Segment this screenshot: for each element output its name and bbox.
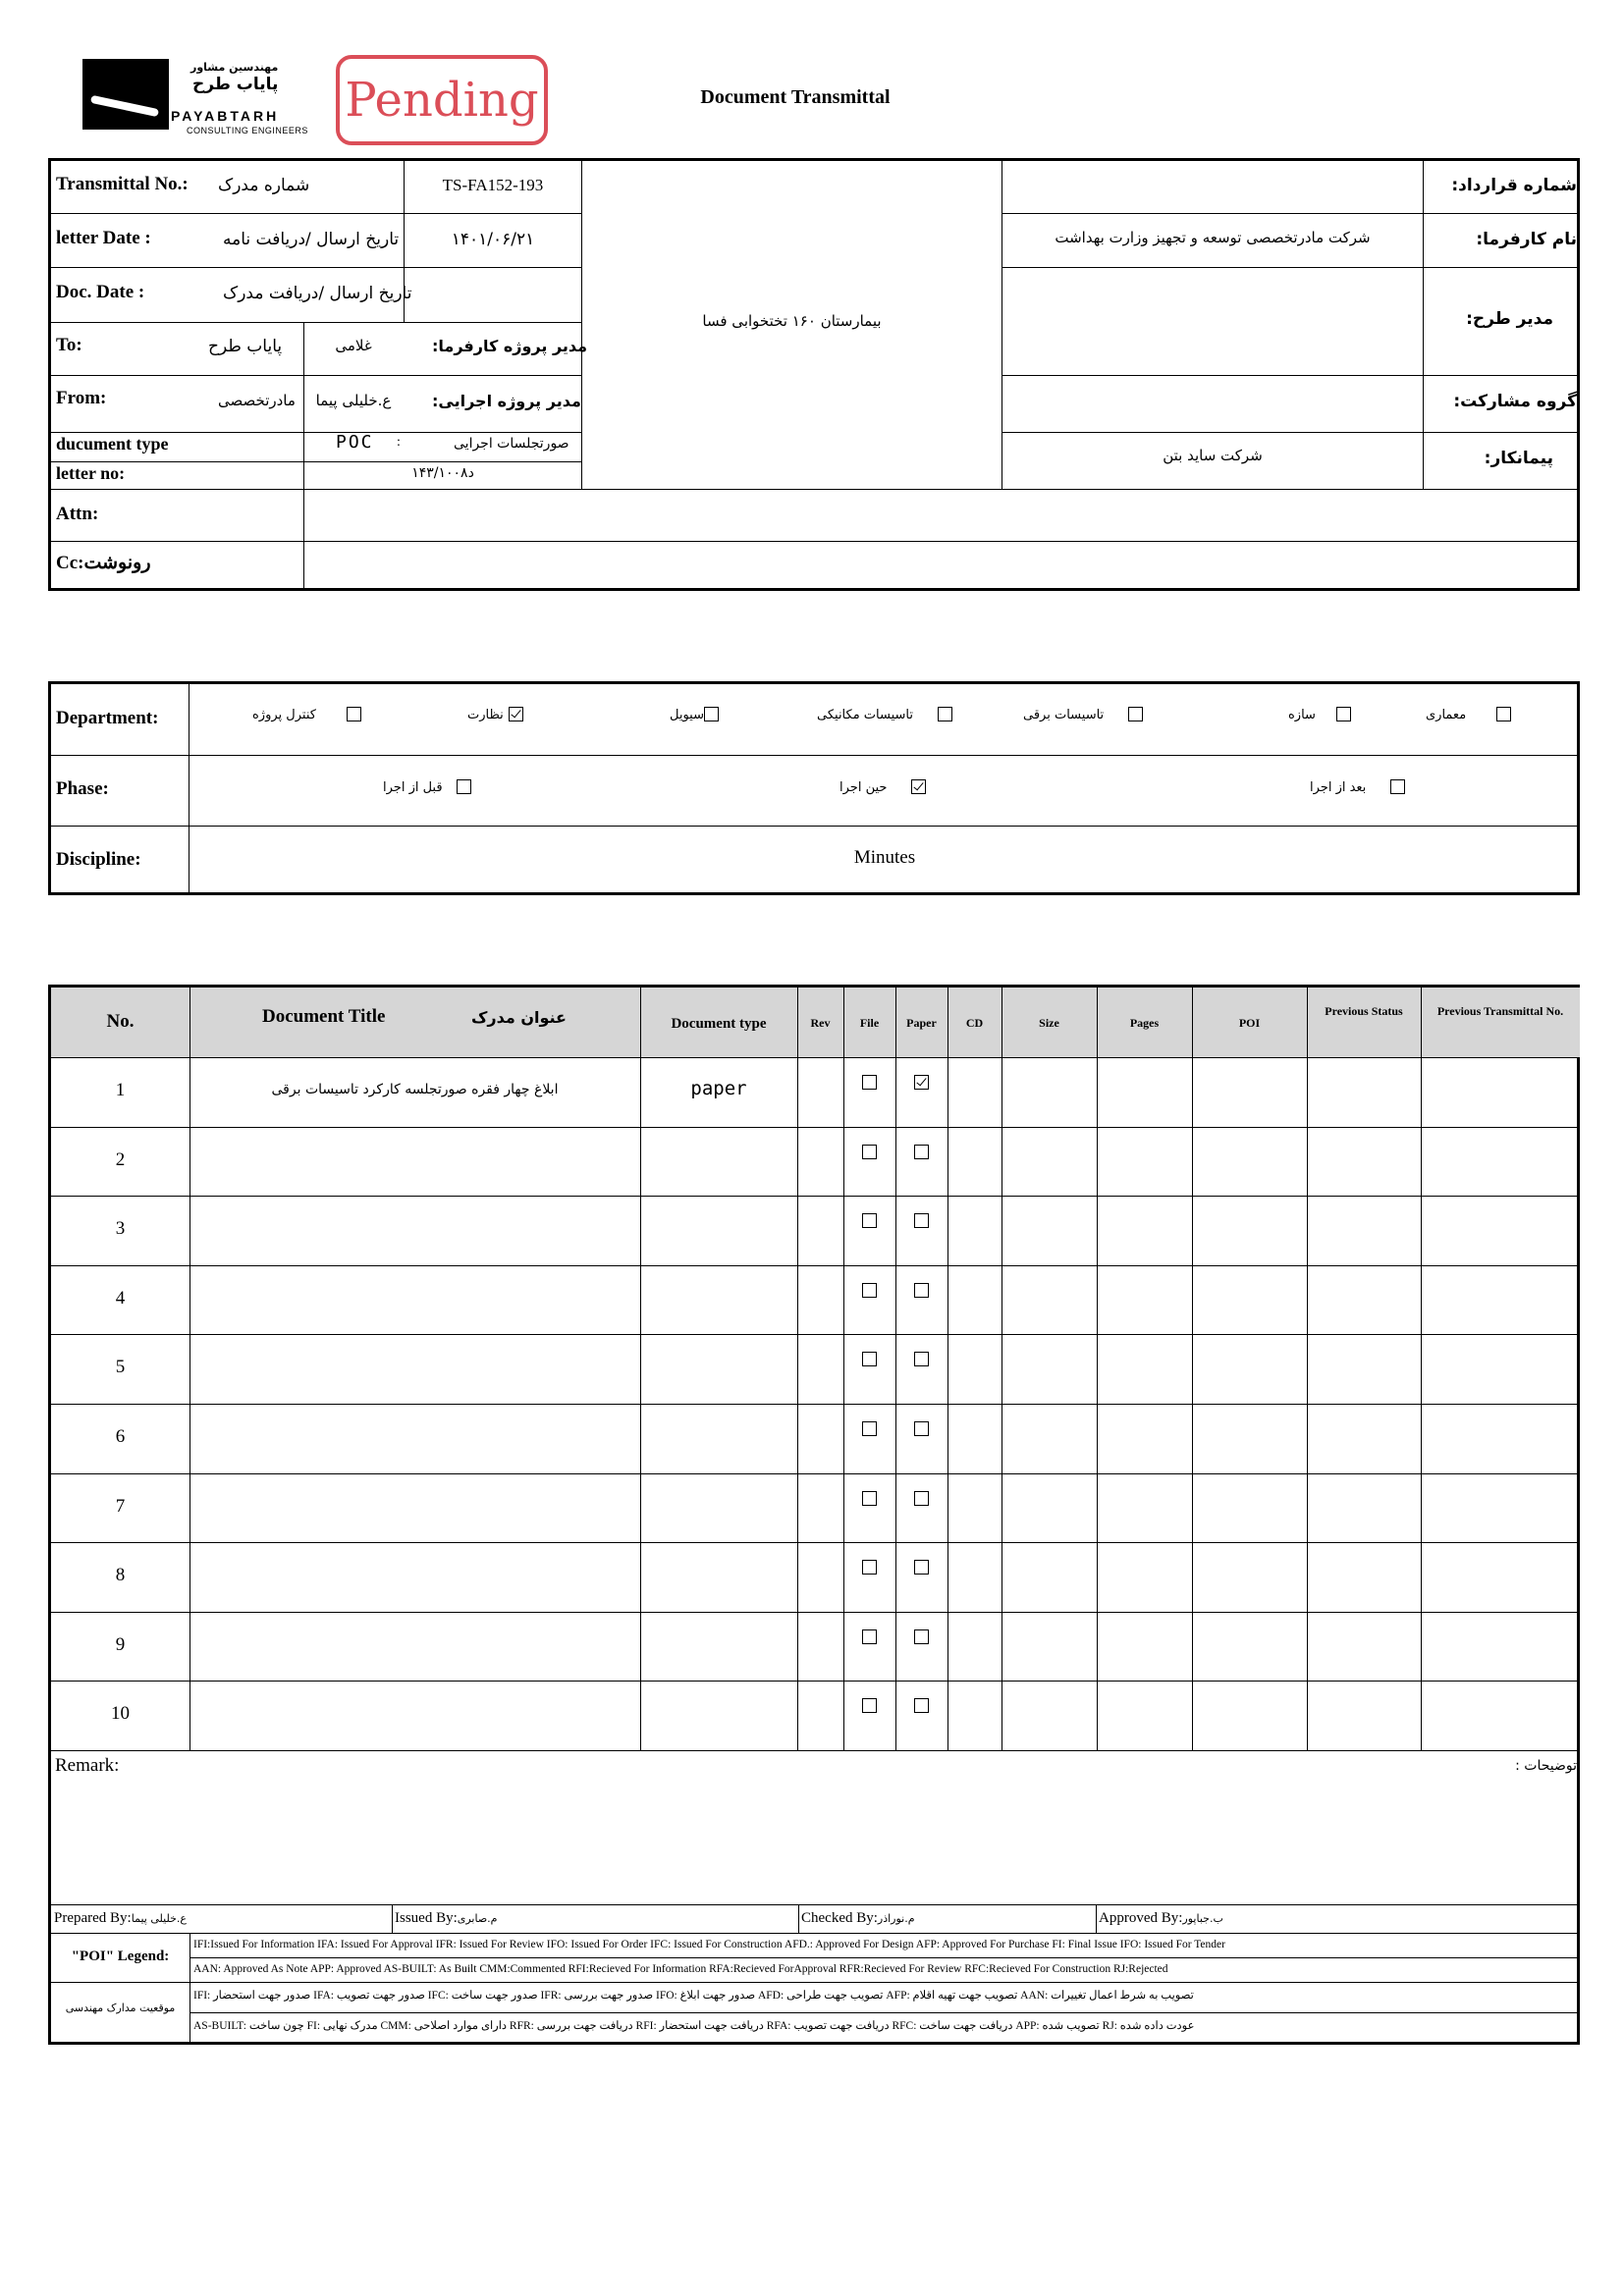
table-row bbox=[51, 1681, 1580, 1750]
discipline-label: Discipline: bbox=[56, 849, 141, 870]
checkbox-icon[interactable] bbox=[704, 707, 719, 721]
col-type-header: Document type bbox=[671, 1016, 767, 1032]
checkbox-icon[interactable] bbox=[862, 1629, 877, 1644]
col-pages-header: Pages bbox=[1129, 1016, 1160, 1030]
checkbox-icon[interactable] bbox=[914, 1629, 929, 1644]
table-row bbox=[51, 1196, 1580, 1265]
phase-after[interactable]: بعد از اجرا bbox=[1310, 776, 1467, 797]
row-title: ابلاغ چهار فقره صورتجلسه کارکرد تاسیسات برقی bbox=[271, 1082, 559, 1097]
col-title-header: Document Title bbox=[262, 1006, 386, 1027]
checkbox-icon[interactable] bbox=[914, 1075, 929, 1090]
from-label: From: bbox=[56, 388, 107, 408]
department-supervision[interactable]: نظارت bbox=[467, 704, 585, 724]
phase-before[interactable]: قبل از اجرا bbox=[383, 776, 540, 797]
checkbox-icon[interactable] bbox=[1336, 707, 1351, 721]
remark-fa-label: توضیحات : bbox=[1515, 1758, 1577, 1774]
checkbox-icon[interactable] bbox=[1128, 707, 1143, 721]
logo-mark-icon bbox=[82, 59, 169, 130]
department-architecture[interactable]: معماری bbox=[1426, 704, 1563, 724]
approved-by: Approved By:ب.جباپور bbox=[1099, 1910, 1223, 1926]
col-file-header: File bbox=[859, 1016, 880, 1030]
doc-type-value: صورتجلسات اجرایی bbox=[454, 436, 569, 452]
document-table bbox=[48, 985, 1580, 2045]
client-pm-label: مدیر پروژه کارفرما: bbox=[432, 337, 588, 355]
checkbox-icon[interactable] bbox=[457, 779, 471, 794]
checkbox-icon[interactable] bbox=[914, 1560, 929, 1575]
checkbox-icon[interactable] bbox=[914, 1283, 929, 1298]
col-no-header: No. bbox=[106, 1011, 135, 1032]
checked-by: Checked By:م.نوراذر bbox=[801, 1910, 915, 1926]
department-structure[interactable]: سازه bbox=[1288, 704, 1386, 724]
col-title-fa-header: عنوان مدرک bbox=[471, 1008, 567, 1027]
letter-no-label: letter no: bbox=[56, 463, 126, 483]
row-number: 2 bbox=[115, 1148, 126, 1170]
col-poi-header: POI bbox=[1238, 1016, 1261, 1030]
contractor-value: شرکت ساید بتن bbox=[1163, 447, 1263, 464]
checkbox-icon[interactable] bbox=[914, 1352, 929, 1366]
row-number: 1 bbox=[115, 1080, 126, 1100]
checkbox-icon[interactable] bbox=[862, 1213, 877, 1228]
table-row bbox=[51, 1612, 1580, 1682]
company-logo bbox=[82, 57, 308, 145]
legend-en-1: IFI:Issued For Information IFA: Issued For Approval IFR: Issued For Review IFO: Issued For Order IFC: Issued For Construction AFD.: Approved For Design AFP: Approved For Purchase FI: Final Issue IFO: Issued For Tender bbox=[193, 1939, 1225, 1950]
checkbox-icon[interactable] bbox=[938, 707, 952, 721]
letter-date-label-fa: تاریخ ارسال /دریافت نامه bbox=[223, 230, 400, 249]
from-person: ع.خلیلی پیما bbox=[315, 392, 392, 409]
doc-type-colon: : bbox=[397, 435, 401, 450]
employer-value: شرکت مادرتخصصی توسعه و تجهیز وزارت بهداشت bbox=[1055, 229, 1371, 246]
logo-en-name: PAYABTARH bbox=[171, 108, 280, 124]
letter-no-value: د۱۴۳/۱۰۰۸ bbox=[411, 465, 474, 481]
checkbox-icon[interactable] bbox=[509, 707, 523, 721]
checkbox-icon[interactable] bbox=[862, 1698, 877, 1713]
letter-date-label: letter Date : bbox=[56, 228, 151, 248]
issued-by: Issued By:م.صابری bbox=[395, 1910, 498, 1926]
phase-during[interactable]: حین اجرا bbox=[839, 776, 997, 797]
contractor-label: پیمانکار: bbox=[1484, 449, 1553, 468]
doc-type-code: POC bbox=[336, 432, 374, 453]
poi-legend-label: "POI" Legend: bbox=[71, 1949, 170, 1964]
checkbox-icon[interactable] bbox=[911, 779, 926, 794]
discipline-value: Minutes bbox=[853, 847, 916, 868]
doc-type-label: ducument type bbox=[56, 434, 169, 454]
col-cd-header: CD bbox=[965, 1016, 984, 1030]
attn-label: Attn: bbox=[56, 504, 99, 524]
col-prev-transmittal-header: Previous Transmittal No. bbox=[1436, 1004, 1564, 1018]
logo-en-sub: CONSULTING ENGINEERS bbox=[187, 126, 308, 135]
checkbox-icon[interactable] bbox=[862, 1283, 877, 1298]
phase-label: Phase: bbox=[56, 778, 109, 799]
classification-table bbox=[48, 681, 1580, 895]
transmittal-no-value: TS-FA152-193 bbox=[442, 176, 544, 194]
logo-fa-name: پایاب طرح bbox=[192, 75, 279, 94]
legend-mixed-2: AS-BUILT: چون ساخت FI: مدرک نهایی CMM: دارای موارد اصلاحی RFR: دریافت جهت بررسی RFI: دریافت جهت استحضار RFA: دریافت جهت تصویب RFC: دریافت جهت ساخت APP: تصویب شده RJ: عودت داده شده bbox=[193, 2020, 1195, 2032]
checkbox-icon[interactable] bbox=[1496, 707, 1511, 721]
page-title: Document Transmittal bbox=[700, 86, 891, 108]
row-number: 4 bbox=[115, 1287, 126, 1308]
checkbox-icon[interactable] bbox=[914, 1421, 929, 1436]
department-electrical[interactable]: تاسیسات برقی bbox=[1023, 704, 1219, 724]
exec-pm-label: مدیر پروژه اجرایی: bbox=[432, 392, 581, 410]
row-number: 9 bbox=[115, 1633, 126, 1655]
pending-stamp: Pending bbox=[336, 55, 548, 145]
col-prev-status-header: Previous Status bbox=[1325, 1004, 1403, 1018]
legend-en-2: AAN: Approved As Note APP: Approved AS-BUILT: As Built CMM:Commented RFI:Recieved For Information RFA:Recieved ForApproval RFR:Recieved For Review RFC:Recieved For Construction RJ:Rejected bbox=[193, 1963, 1168, 1975]
contract-no-label: شماره قرارداد: bbox=[1451, 176, 1577, 195]
row-number: 7 bbox=[115, 1495, 126, 1517]
to-label: To: bbox=[56, 335, 82, 355]
table-row bbox=[51, 1542, 1580, 1612]
table-row bbox=[51, 1127, 1580, 1197]
cc-label: Cc:رونوشت bbox=[56, 553, 151, 573]
to-value: پایاب طرح bbox=[208, 337, 283, 356]
plan-manager-label: مدیر طرح: bbox=[1466, 309, 1553, 329]
row-number: 5 bbox=[115, 1357, 126, 1378]
row-type: paper bbox=[690, 1078, 747, 1099]
letter-date-value: ۱۴۰۱/۰۶/۲۱ bbox=[451, 230, 535, 249]
remark-label: Remark: bbox=[55, 1755, 120, 1776]
checkbox-icon[interactable] bbox=[862, 1421, 877, 1436]
transmittal-no-label: Transmittal No.: bbox=[56, 174, 189, 194]
col-paper-header: Paper bbox=[906, 1016, 937, 1030]
checkbox-icon[interactable] bbox=[862, 1560, 877, 1575]
doc-date-label-fa: تاریخ ارسال /دریافت مدرک bbox=[223, 284, 412, 303]
department-label: Department: bbox=[56, 708, 159, 728]
logo-fa-top: مهندسین مشاور bbox=[190, 61, 279, 74]
partnership-label: گروه مشارکت: bbox=[1453, 392, 1577, 411]
department-project-control[interactable]: کنترل پروژه bbox=[252, 704, 424, 724]
to-person: غلامی bbox=[335, 337, 372, 354]
checkbox-icon[interactable] bbox=[862, 1491, 877, 1506]
checkbox-icon[interactable] bbox=[914, 1213, 929, 1228]
col-size-header: Size bbox=[1039, 1016, 1059, 1030]
table-row bbox=[51, 1057, 1580, 1127]
department-civil[interactable]: سیویل bbox=[670, 704, 787, 724]
transmittal-no-label-fa: شماره مدرک bbox=[218, 176, 310, 195]
employer-label: نام کارفرما: bbox=[1476, 230, 1577, 249]
row-number: 6 bbox=[115, 1426, 126, 1447]
table-row bbox=[51, 1265, 1580, 1335]
legend-mixed-1: IFI: صدور جهت استحضار IFA: صدور جهت تصویب IFC: صدور جهت ساخت IFR: صدور جهت بررسی IFO: صدور جهت ابلاغ AFD: تصویب جهت طراحی AFP: تصویب جهت تهیه اقلام AAN: تصویب به شرط اعمال تغییرات bbox=[193, 1990, 1194, 2002]
table-row bbox=[51, 1473, 1580, 1543]
doc-date-label: Doc. Date : bbox=[56, 282, 145, 302]
prepared-by: Prepared By:ع.خلیلی پیما bbox=[54, 1910, 187, 1926]
status-label: موقعیت مدارک مهندسی bbox=[65, 2002, 176, 2014]
checkbox-icon[interactable] bbox=[862, 1075, 877, 1090]
checkbox-icon[interactable] bbox=[914, 1145, 929, 1159]
col-rev-header: Rev bbox=[810, 1016, 831, 1030]
row-number: 8 bbox=[115, 1565, 126, 1586]
checkbox-icon[interactable] bbox=[862, 1145, 877, 1159]
checkbox-icon[interactable] bbox=[347, 707, 361, 721]
table-row bbox=[51, 1334, 1580, 1404]
department-mechanical[interactable]: تاسیسات مکانیکی bbox=[817, 704, 1013, 724]
table-row bbox=[51, 1404, 1580, 1473]
row-number: 10 bbox=[111, 1703, 130, 1725]
checkbox-icon[interactable] bbox=[1390, 779, 1405, 794]
checkbox-icon[interactable] bbox=[862, 1352, 877, 1366]
from-value: مادرتخصصی bbox=[218, 392, 296, 409]
row-number: 3 bbox=[115, 1218, 126, 1240]
project-name: بیمارستان ۱۶۰ تختخوابی فسا bbox=[702, 312, 882, 330]
checkbox-icon[interactable] bbox=[914, 1698, 929, 1713]
checkbox-icon[interactable] bbox=[914, 1491, 929, 1506]
info-table bbox=[48, 158, 1580, 591]
